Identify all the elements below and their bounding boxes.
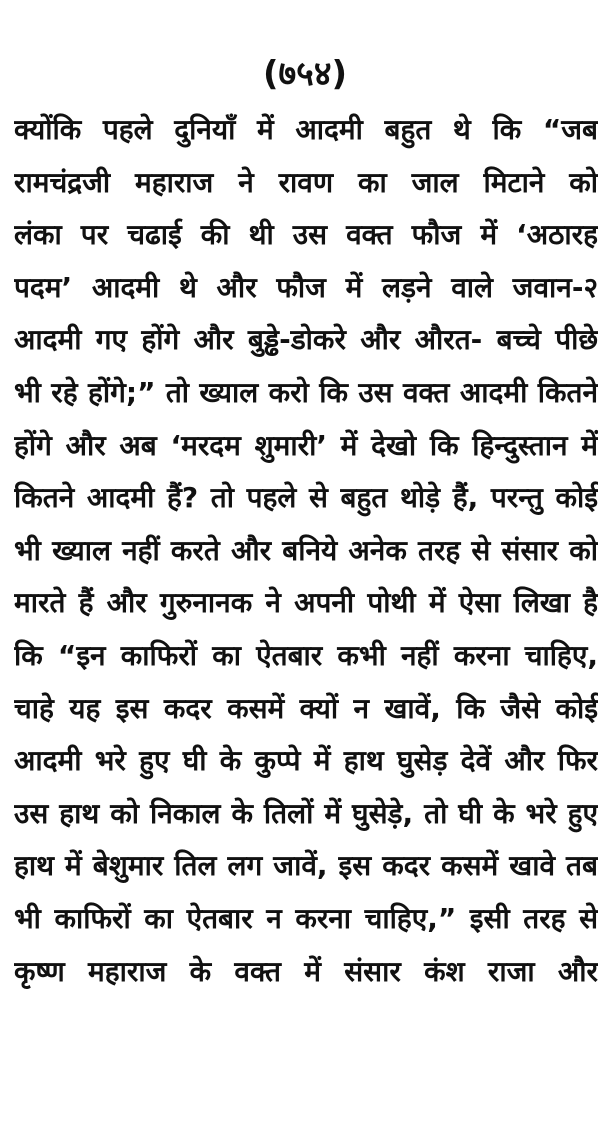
text-line: कृष्ण महाराज के वक्त में संसार कंश राजा और [14,954,598,988]
text-line: आदमी भरे हुए घी के कुप्पे में हाथ घुसेड़ देवें और फिर [14,744,598,778]
body-text [14,104,598,998]
text-line: हाथ में बेशुमार तिल लग जावें, इस कदर कसमें खावे तब [14,849,598,883]
text-line: लंका पर चढाई की थी उस वक्त फौज में ‘अठारह [14,218,598,252]
text-line: भी ख्याल नहीं करते और बनिये अनेक तरह से संसार को [14,533,598,567]
text-line: आदमी गए होंगे और बुड्ढे-डोकरे और औरत- बच्चे पीछे [14,323,598,357]
text-line: भी रहे होंगे;” तो ख्याल करो कि उस वक्त आदमी कितने [14,375,598,409]
text-line: मारते हैं और गुरुनानक ने अपनी पोथी में ऐसा लिखा है [14,586,598,620]
text-line: उस हाथ को निकाल के तिलों में घुसेड़े, तो घी के भरे हुए [14,796,598,830]
text-line: रामचंद्रजी महाराज ने रावण का जाल मिटाने को [14,165,598,199]
text-line: कितने आदमी हैं? तो पहले से बहुत थोड़े हैं, परन्तु कोई [14,481,598,515]
page-number: (७५४) [262,54,348,94]
text-line: कि “इन काफिरों का ऐतबार कभी नहीं करना चाहिए, [14,638,598,672]
text-line: क्योंकि पहले दुनियाँ में आदमी बहुत थे कि “जब [14,113,598,146]
text-line: भी काफिरों का ऐतबार न करना चाहिए,” इसी तरह से [14,901,598,935]
text-line: चाहे यह इस कदर कसमें क्यों न खावें, कि जैसे कोई [14,691,598,725]
text-line: होंगे और अब ‘मरदम शुमारी’ में देखो कि हिन्दुस्तान में [14,428,598,462]
text-line: पदम’ आदमी थे और फौज में लड़ने वाले जवान-२ [14,270,598,304]
